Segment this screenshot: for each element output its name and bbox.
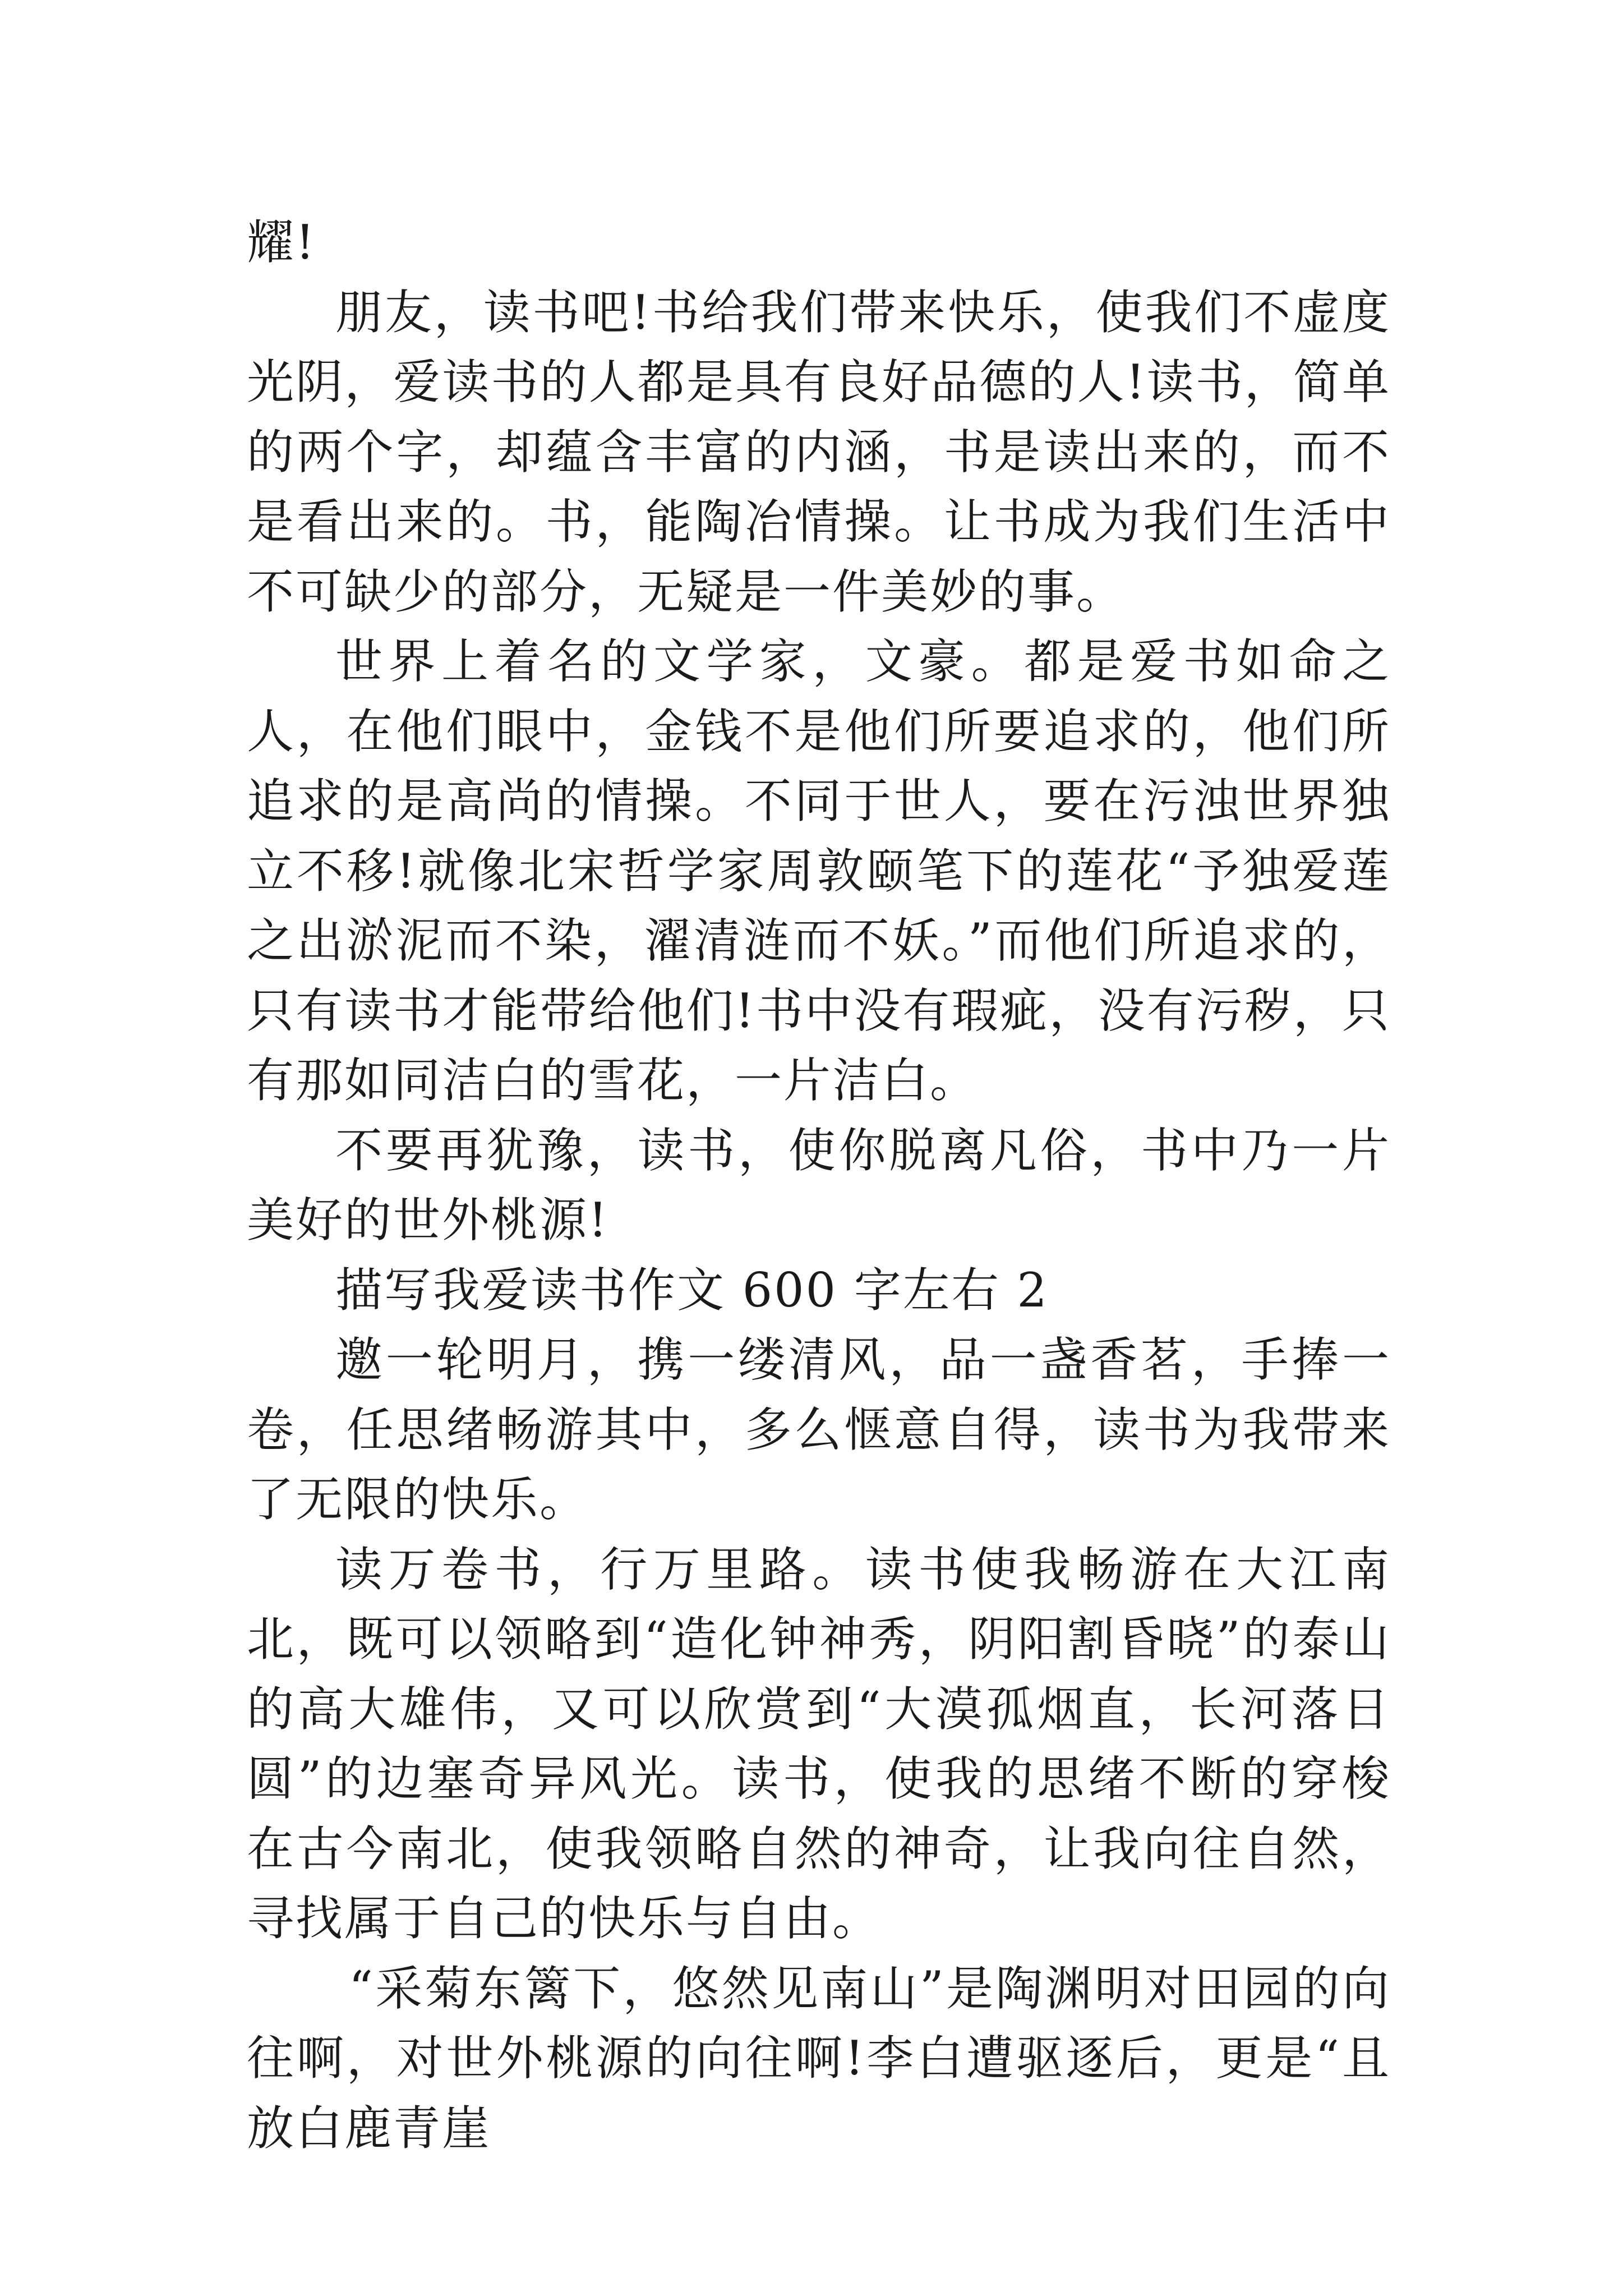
paragraph: “采菊东篱下，悠然见南山”是陶渊明对田园的向往啊，对世外桃源的向往啊!李白遭驱逐后，更是“且放白鹿青崖 [247, 1961, 1391, 2156]
paragraph: 不要再犹豫，读书，使你脱离凡俗，书中乃一片美好的世外桃源! [247, 1122, 1391, 1248]
paragraph: 读万卷书，行万里路。读书使我畅游在大江南北，既可以领略到“造化钟神秀，阴阳割昏晓”的泰山的高大雄伟，又可以欣赏到“大漠孤烟直，长河落日圆”的边塞奇异风光。读书，使我的思绪不断的穿梭在古今南北，使我领略自然的神奇，让我向往自然，寻找属于自己的快乐与自由。 [247, 1542, 1391, 1946]
paragraph: 朋友，读书吧!书给我们带来快乐，使我们不虚度光阴，爱读书的人都是具有良好品德的人!读书，简单的两个字，却蕴含丰富的内涵，书是读出来的，而不是看出来的。书，能陶冶情操。让书成为我们生活中不可缺少的部分，无疑是一件美妙的事。 [247, 284, 1391, 619]
section-heading: 描写我爱读书作文 600 字左右 2 [335, 1262, 1049, 1318]
paragraph-continuation: 耀! [247, 215, 316, 270]
paragraph: 邀一轮明月，携一缕清风，品一盏香茗，手捧一卷，任思绪畅游其中，多么惬意自得，读书为我带来了无限的快乐。 [247, 1332, 1391, 1527]
document-body [247, 208, 1391, 2163]
paragraph: 世界上着名的文学家，文豪。都是爱书如命之人，在他们眼中，金钱不是他们所要追求的，他们所追求的是高尚的情操。不同于世人，要在污浊世界独立不移!就像北宋哲学家周敦颐笔下的莲花“予独爱莲之出淤泥而不染，濯清涟而不妖。”而他们所追求的，只有读书才能带给他们!书中没有瑕疵，没有污秽，只有那如同洁白的雪花，一片洁白。 [247, 634, 1391, 1108]
